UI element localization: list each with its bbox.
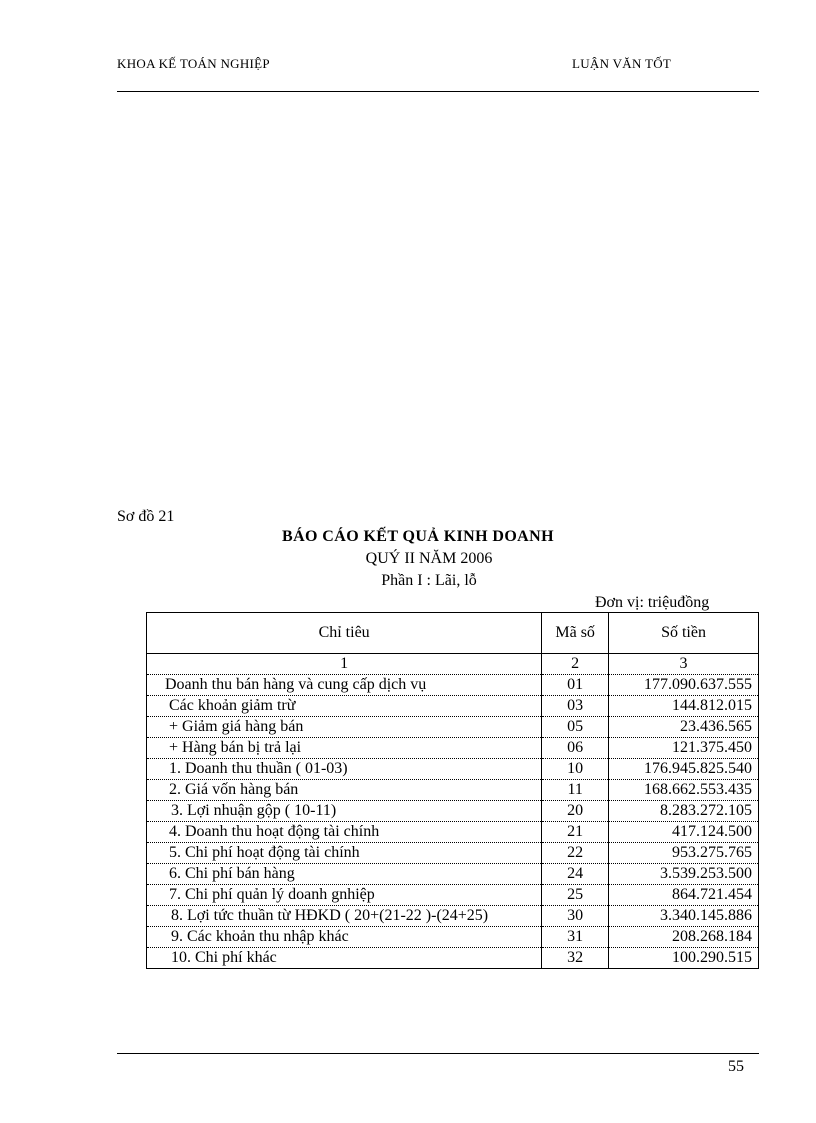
column-number: 3 <box>609 654 759 675</box>
column-header-amount: Số tiền <box>609 613 759 654</box>
report-title: BÁO CÁO KẾT QUẢ KINH DOANH <box>282 528 554 545</box>
table-row <box>147 696 759 717</box>
row-code: 21 <box>542 822 609 843</box>
row-amount: 177.090.637.555 <box>609 675 759 696</box>
header-thesis-title: LUẬN VĂN TỐT <box>572 56 672 71</box>
row-indicator: 9. Các khoản thu nhập khác <box>147 927 542 948</box>
table-row <box>147 822 759 843</box>
row-amount: 8.283.272.105 <box>609 801 759 822</box>
row-indicator: 7. Chi phí quản lý doanh gnhiệp <box>147 885 542 906</box>
table-row <box>147 906 759 927</box>
row-code: 24 <box>542 864 609 885</box>
row-code: 11 <box>542 780 609 801</box>
row-amount: 953.275.765 <box>609 843 759 864</box>
row-amount: 23.436.565 <box>609 717 759 738</box>
report-subtitle: QUÝ II NĂM 2006 <box>365 550 493 567</box>
row-code: 30 <box>542 906 609 927</box>
table-row <box>147 759 759 780</box>
row-amount: 176.945.825.540 <box>609 759 759 780</box>
table-row <box>147 864 759 885</box>
report-unit: Đơn vị: triệuđồng <box>595 594 710 611</box>
column-header-code: Mã số <box>542 613 609 654</box>
row-indicator: 3. Lợi nhuận gộp ( 10-11) <box>147 801 542 822</box>
row-indicator: + Giảm giá hàng bán <box>147 717 542 738</box>
column-number: 2 <box>542 654 609 675</box>
row-amount: 864.721.454 <box>609 885 759 906</box>
table-row <box>147 801 759 822</box>
row-indicator: 5. Chi phí hoạt động tài chính <box>147 843 542 864</box>
row-indicator: + Hàng bán bị trả lại <box>147 738 542 759</box>
row-amount: 3.539.253.500 <box>609 864 759 885</box>
row-indicator: 1. Doanh thu thuần ( 01-03) <box>147 759 542 780</box>
row-indicator: 2. Giá vốn hàng bán <box>147 780 542 801</box>
row-amount: 168.662.553.435 <box>609 780 759 801</box>
column-number: 1 <box>147 654 542 675</box>
column-number-row <box>147 654 759 675</box>
row-indicator: 8. Lợi tức thuần từ HĐKD ( 20+(21-22 )-(24+25) <box>147 906 542 927</box>
footer-divider <box>117 1053 759 1054</box>
row-amount: 208.268.184 <box>609 927 759 948</box>
report-part: Phần I : Lãi, lỗ <box>381 572 477 589</box>
row-amount: 100.290.515 <box>609 948 759 969</box>
table-header-row <box>147 613 759 654</box>
row-indicator: Các khoản giảm trừ <box>147 696 542 717</box>
table-row <box>147 843 759 864</box>
row-code: 25 <box>542 885 609 906</box>
table-row <box>147 738 759 759</box>
column-header-indicator: Chỉ tiêu <box>147 613 542 654</box>
row-indicator: Doanh thu bán hàng và cung cấp dịch vụ <box>147 675 542 696</box>
row-code: 01 <box>542 675 609 696</box>
table-row <box>147 948 759 969</box>
row-code: 05 <box>542 717 609 738</box>
row-indicator: 6. Chi phí bán hàng <box>147 864 542 885</box>
diagram-label: Sơ đồ 21 <box>117 508 175 525</box>
row-code: 32 <box>542 948 609 969</box>
table-row <box>147 885 759 906</box>
header-divider <box>117 91 759 92</box>
row-indicator: 4. Doanh thu hoạt động tài chính <box>147 822 542 843</box>
row-amount: 3.340.145.886 <box>609 906 759 927</box>
table-row <box>147 717 759 738</box>
page-number: 55 <box>728 1058 744 1075</box>
row-code: 06 <box>542 738 609 759</box>
header-faculty: KHOA KẾ TOÁN NGHIỆP <box>117 56 270 71</box>
row-amount: 144.812.015 <box>609 696 759 717</box>
table-row <box>147 780 759 801</box>
row-code: 10 <box>542 759 609 780</box>
table-row <box>147 675 759 696</box>
row-code: 03 <box>542 696 609 717</box>
row-amount: 417.124.500 <box>609 822 759 843</box>
income-statement-table <box>146 612 759 969</box>
row-code: 31 <box>542 927 609 948</box>
table-row <box>147 927 759 948</box>
row-amount: 121.375.450 <box>609 738 759 759</box>
row-code: 20 <box>542 801 609 822</box>
row-indicator: 10. Chi phí khác <box>147 948 542 969</box>
row-code: 22 <box>542 843 609 864</box>
